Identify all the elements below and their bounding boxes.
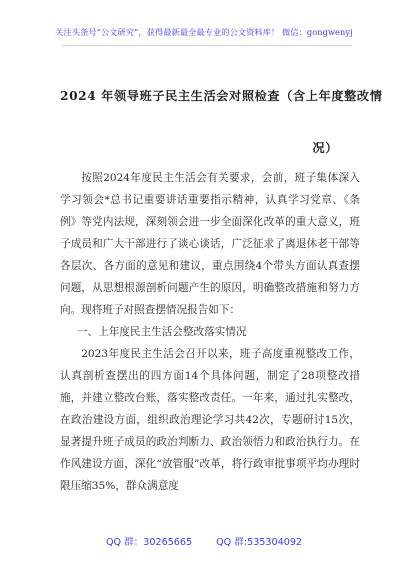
title-line-2: 况） (312, 141, 338, 155)
footer-contact (0, 534, 408, 548)
footer-qq-group-2: QQ 群:535304092 (216, 537, 303, 548)
section-heading: 一、上年度民主生活会整改落实情况 (76, 326, 247, 338)
document-title (50, 70, 383, 174)
header-banner: 关注头条号“公文研究”，获得最新最全最专业的公文资料库！ 微信：gongwenyj (55, 27, 353, 37)
document-body (60, 167, 360, 497)
footer-qq-group-1: QQ 群：30265665 (105, 537, 193, 548)
section-paragraph: 2023年度民主生活会召开以来，班子高度重视整改工作，认真剖析查摆出的四方面14个具体问题，制定了28项整改措施，并建立整改台账，落实整改责任。一年来，通过扎实整改，在政治建设方面，组织政治理论学习共42次，专题研讨15次，显著提升班子成员的政治判断力、政治领悟力和政治执行力。在作风建设方面，深化“放管服”改革，将行政审批事项平均办理时限压缩35%，群众满意度 (60, 348, 360, 492)
header-divider (62, 45, 352, 46)
intro-paragraph: 按照2024年度民主生活会有关要求，会前，班子集体深入学习领会*总书记重要讲话重要指示精神，认真学习党章、《条例》等党内法规，深刻领会进一步全面深化改革的重大意义，班子成员和广大干部进行了谈心谈话，广泛征求了离退休老干部等各层次、各方面的意见和建议，重点围绕4个带头方面认真查摆问题，从思想根源剖析问题产生的原因，明确整改措施和努力方向。现将班子对照查摆情况报告如下： (60, 172, 360, 316)
title-line-1: 2024 年领导班子民主生活会对照检查（含上年度整改情 (60, 89, 383, 103)
